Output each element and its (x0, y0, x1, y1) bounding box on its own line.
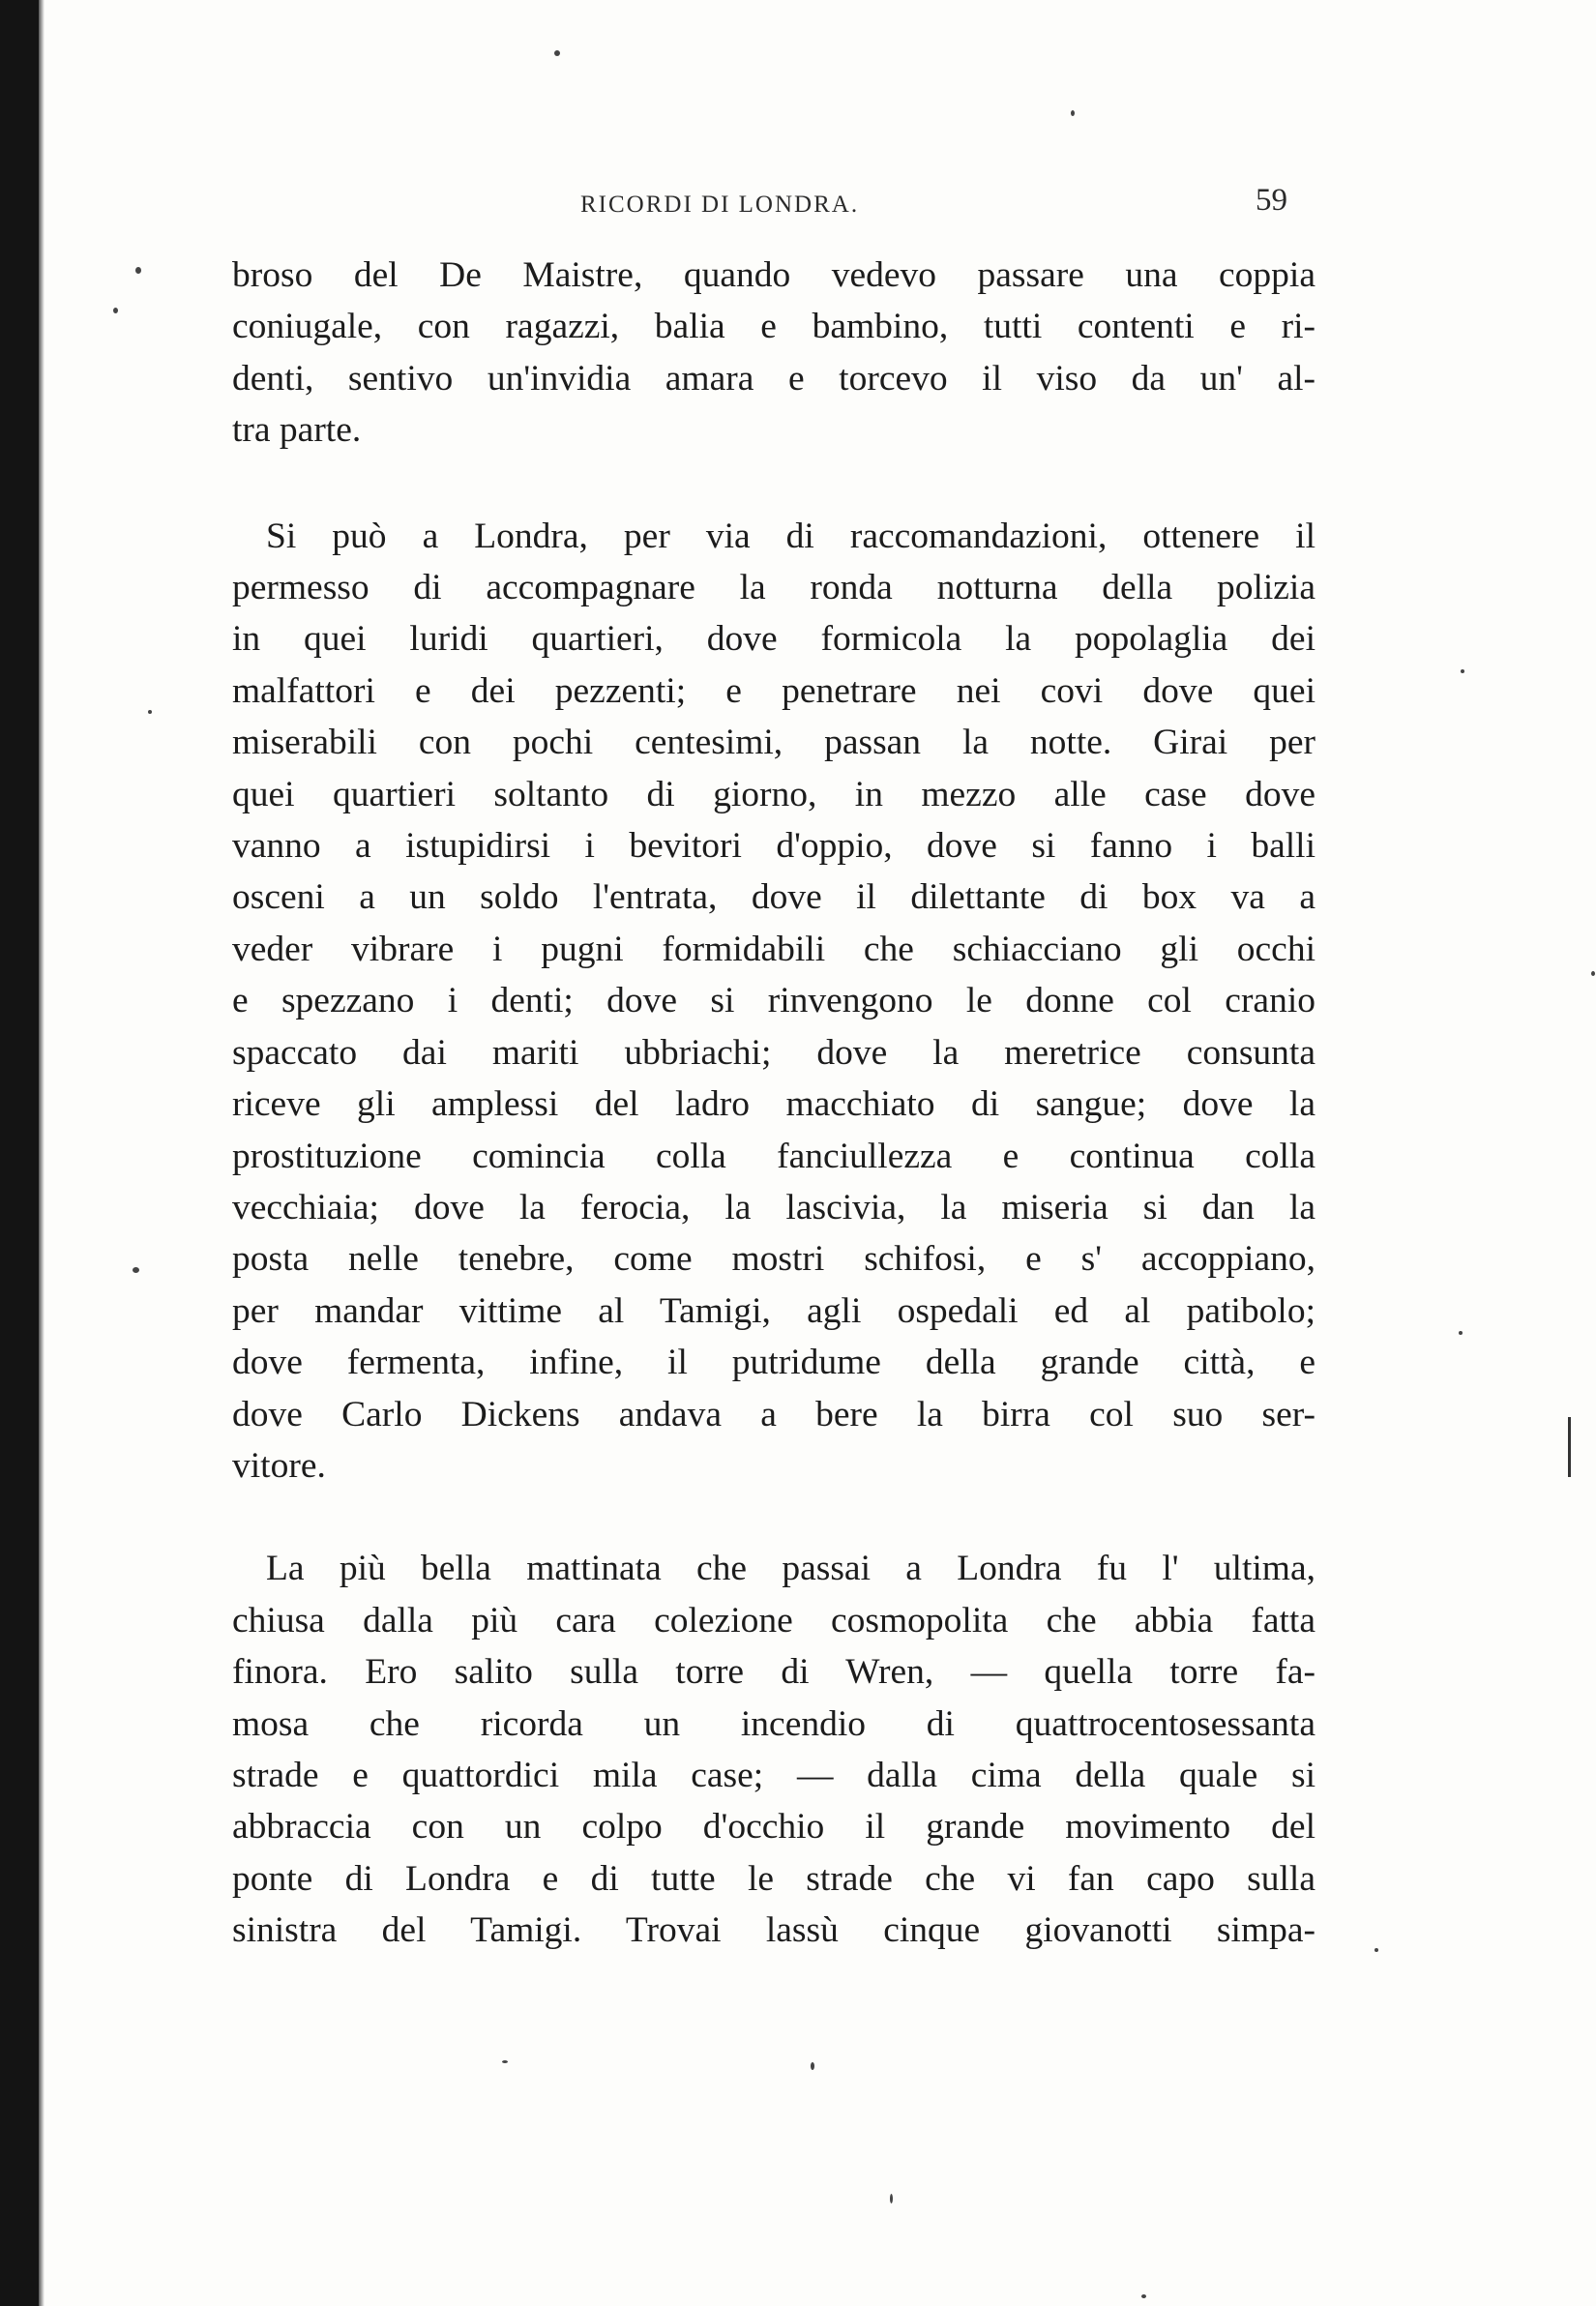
text-line: miserabili con pochi centesimi, passan la notte. Girai per (232, 723, 1315, 763)
text-line: Si può a Londra, per via di raccomandazioni, ottenere il (266, 516, 1315, 556)
scan-speck (133, 1267, 139, 1273)
spine-edge-gradient (39, 0, 44, 2306)
text-line: veder vibrare i pugni formidabili che schiacciano gli occhi (232, 929, 1315, 969)
text-line: vecchiaia; dove la ferocia, la lascivia, la miseria si dan la (232, 1187, 1315, 1227)
text-line: tra parte. (232, 410, 362, 451)
scan-speck (1141, 2294, 1146, 2298)
scan-speck (502, 2060, 508, 2063)
text-line: strade e quattordici mila case; — dalla cima della quale si (232, 1755, 1315, 1795)
paragraph-gap (232, 1492, 1315, 1543)
text-line: dove Carlo Dickens andava a bere la birra col suo ser- (232, 1394, 1315, 1434)
text-line: coniugale, con ragazzi, balia e bambino, tutti contenti e ri- (232, 307, 1315, 347)
text-line: in quei luridi quartieri, dove formicola la popolaglia dei (232, 619, 1315, 660)
book-spine-shadow (0, 0, 39, 2306)
scan-margin-mark (1568, 1417, 1571, 1477)
paragraph-gap (232, 457, 1315, 511)
text-line: vanno a istupidirsi i bevitori d'oppio, dove si fanno i balli (232, 826, 1315, 867)
paragraph-2 (232, 511, 1315, 1493)
text-line: abbraccia con un colpo d'occhio il grande movimento del (232, 1807, 1315, 1848)
text-line: osceni a un soldo l'entrata, dove il dilettante di box va a (232, 877, 1315, 918)
text-line: riceve gli amplessi del ladro macchiato di sangue; dove la (232, 1084, 1315, 1125)
text-line: ponte di Londra e di tutte le strade che vi fan capo sulla (232, 1858, 1315, 1899)
scan-speck (1461, 669, 1464, 673)
text-line: vitore. (232, 1445, 326, 1486)
text-line: denti, sentivo un'invidia amara e torcevo il viso da un' al- (232, 358, 1315, 399)
scan-speck (135, 267, 141, 274)
text-line: dove fermenta, infine, il putridume della grande città, e (232, 1343, 1315, 1383)
scan-speck (1591, 971, 1595, 976)
text-line: chiusa dalla più cara colezione cosmopolita che abbia fatta (232, 1600, 1315, 1641)
scan-speck (1071, 110, 1075, 116)
text-line: mosa che ricorda un incendio di quattrocentosessanta (232, 1703, 1315, 1744)
scan-speck (148, 710, 152, 714)
paragraph-3 (232, 1543, 1315, 1956)
running-head: RICORDI DI LONDRA. (580, 192, 860, 218)
scan-speck (890, 2194, 893, 2203)
scan-speck (554, 50, 560, 56)
scan-speck (1459, 1331, 1463, 1335)
scan-speck (113, 308, 118, 313)
text-line: finora. Ero salito sulla torre di Wren, — quella torre fa- (232, 1652, 1315, 1693)
paragraph-1 (232, 250, 1315, 457)
page-number: 59 (1256, 183, 1287, 218)
text-line: e spezzano i denti; dove si rinvengono le donne col cranio (232, 981, 1315, 1021)
text-line: malfattori e dei pezzenti; e penetrare nei covi dove quei (232, 670, 1315, 711)
text-line: prostituzione comincia colla fanciullezza e continua colla (232, 1136, 1315, 1176)
text-line: per mandar vittime al Tamigi, agli ospedali ed al patibolo; (232, 1290, 1315, 1331)
text-line: La più bella mattinata che passai a Londra fu l' ultima, (266, 1549, 1315, 1589)
text-line: permesso di accompagnare la ronda notturna della polizia (232, 568, 1315, 608)
text-line: spaccato dai mariti ubbriachi; dove la meretrice consunta (232, 1032, 1315, 1073)
scan-speck (811, 2062, 814, 2070)
text-line: quei quartieri soltanto di giorno, in mezzo alle case dove (232, 774, 1315, 814)
scan-speck (1374, 1948, 1378, 1952)
text-line: sinistra del Tamigi. Trovai lassù cinque giovanotti simpa- (232, 1910, 1315, 1951)
text-line: broso del De Maistre, quando vedevo passare una coppia (232, 255, 1315, 295)
body-text (232, 250, 1315, 1957)
text-line: posta nelle tenebre, come mostri schifosi, e s' accoppiano, (232, 1239, 1315, 1280)
